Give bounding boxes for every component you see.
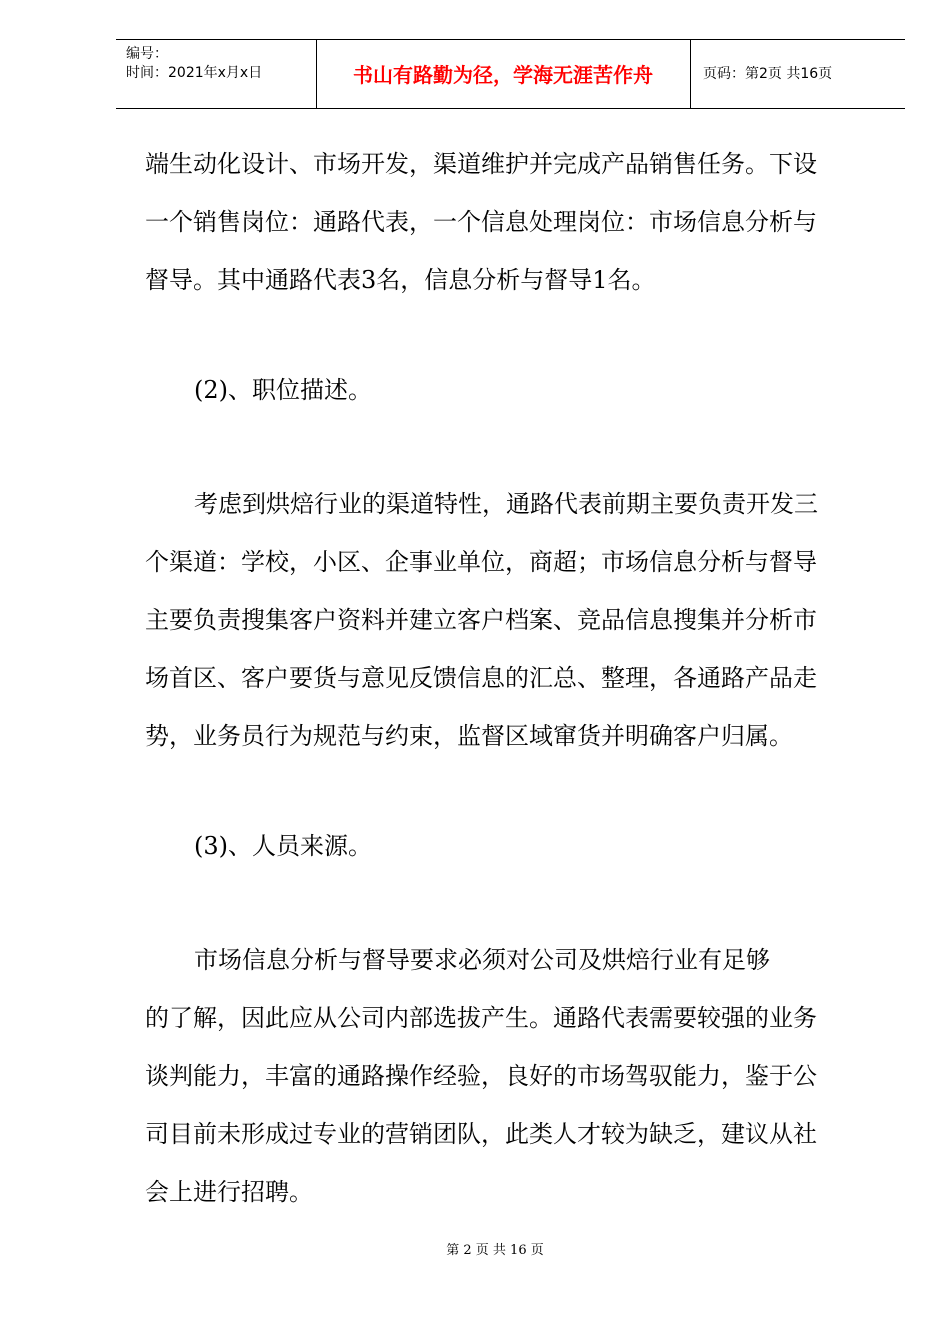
document-body	[145, 135, 865, 1221]
header-page-cell	[691, 40, 905, 108]
body-line: 司目前未形成过专业的营销团队，此类人才较为缺乏，建议从社	[145, 1120, 817, 1148]
body-line: 端生动化设计、市场开发，渠道维护并完成产品销售任务。下设	[145, 150, 817, 178]
section-heading-text: (2)、职位描述。	[194, 376, 372, 404]
body-line: 市场信息分析与督导要求必须对公司及烘焙行业有足够	[194, 946, 770, 974]
page-footer: 第 2 页 共 16 页	[446, 1243, 544, 1258]
document-number-label: 编号：	[126, 46, 168, 62]
header-meta-cell	[116, 40, 317, 108]
header-motto: 书山有路勤为径，学海无涯苦作舟	[353, 63, 653, 87]
body-line: 会上进行招聘。	[145, 1178, 313, 1206]
section-heading-text: (3)、人员来源。	[194, 832, 372, 860]
section-heading	[145, 361, 865, 419]
body-line: 谈判能力，丰富的通路操作经验，良好的市场驾驭能力，鉴于公	[145, 1062, 817, 1090]
header-motto-cell	[316, 40, 691, 108]
body-line: 的了解，因此应从公司内部选拔产生。通路代表需要较强的业务	[145, 1004, 817, 1032]
page-header	[116, 39, 905, 109]
body-line: 督导。其中通路代表3名，信息分析与督导1名。	[145, 266, 656, 294]
body-line: 考虑到烘焙行业的渠道特性，通路代表前期主要负责开发三	[194, 490, 818, 518]
body-line: 场首区、客户要货与意见反馈信息的汇总、整理，各通路产品走	[145, 664, 817, 692]
body-line: 主要负责搜集客户资料并建立客户档案、竞品信息搜集并分析市	[145, 606, 817, 634]
body-line: 个渠道：学校，小区、企事业单位，商超；市场信息分析与督导	[145, 548, 817, 576]
body-line: 一个销售岗位：通路代表，一个信息处理岗位：市场信息分析与	[145, 208, 817, 236]
document-date: 时间：2021年x月x日	[126, 65, 263, 81]
body-line: 势，业务员行为规范与约束，监督区域窜货并明确客户归属。	[145, 722, 793, 750]
header-page-info: 页码：第2页 共16页	[703, 66, 833, 82]
section-heading	[145, 817, 865, 875]
